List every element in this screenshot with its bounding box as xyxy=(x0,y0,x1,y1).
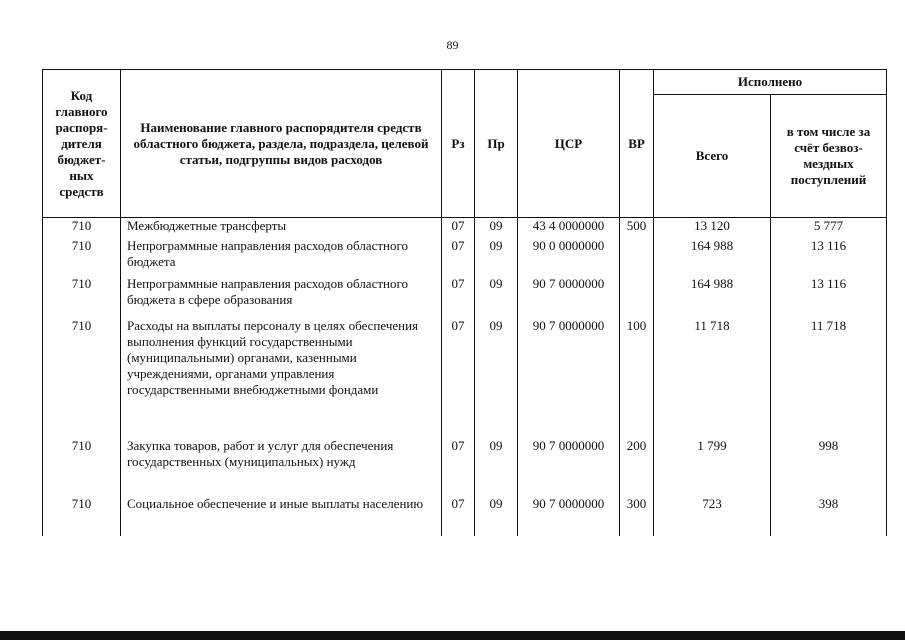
cell-rz: 07 xyxy=(442,218,475,238)
cell-rz: 07 xyxy=(442,318,475,438)
cell-vr xyxy=(620,238,654,276)
cell-free: 398 xyxy=(771,496,887,536)
cell-pr: 09 xyxy=(475,218,518,238)
header-csr: ЦСР xyxy=(518,70,620,218)
table-row xyxy=(43,438,887,496)
cell-name: Закупка товаров, работ и услуг для обеспечения государственных (муниципальных) нужд xyxy=(121,438,442,496)
cell-code: 710 xyxy=(43,438,121,496)
cell-total: 164 988 xyxy=(654,238,771,276)
cell-rz: 07 xyxy=(442,276,475,318)
header-pr: Пр xyxy=(475,70,518,218)
cell-name: Непрограммные направления расходов областного бюджета в сфере образования xyxy=(121,276,442,318)
cell-rz: 07 xyxy=(442,438,475,496)
cell-code: 710 xyxy=(43,496,121,536)
cell-vr: 200 xyxy=(620,438,654,496)
table-row xyxy=(43,218,887,238)
page-number: 89 xyxy=(446,38,459,52)
header-total: Всего xyxy=(654,95,771,218)
cell-code: 710 xyxy=(43,218,121,238)
cell-name: Социальное обеспечение и иные выплаты населению xyxy=(121,496,442,536)
cell-name: Расходы на выплаты персоналу в целях обеспечения выполнения функций государственными (муниципальными) органами, казенными учреждениями, органами управления государственными внебюджетными фондами xyxy=(121,318,442,438)
cell-free: 13 116 xyxy=(771,238,887,276)
table-row xyxy=(43,238,887,276)
cell-name: Непрограммные направления расходов областного бюджета xyxy=(121,238,442,276)
cell-pr: 09 xyxy=(475,276,518,318)
budget-table xyxy=(42,69,887,536)
cell-rz: 07 xyxy=(442,496,475,536)
table-row xyxy=(43,318,887,438)
cell-name: Межбюджетные трансферты xyxy=(121,218,442,238)
cell-total: 11 718 xyxy=(654,318,771,438)
cell-pr: 09 xyxy=(475,438,518,496)
table-row xyxy=(43,496,887,536)
cell-csr: 90 7 0000000 xyxy=(518,438,620,496)
cell-total: 1 799 xyxy=(654,438,771,496)
cell-vr: 500 xyxy=(620,218,654,238)
cell-csr: 43 4 0000000 xyxy=(518,218,620,238)
cell-csr: 90 7 0000000 xyxy=(518,496,620,536)
cell-csr: 90 0 0000000 xyxy=(518,238,620,276)
cell-pr: 09 xyxy=(475,238,518,276)
header-name: Наименование главного распорядителя средств областного бюджета, раздела, подраздела, целевой статьи, подгруппы видов расходов xyxy=(121,70,442,218)
cell-free: 13 116 xyxy=(771,276,887,318)
cell-free: 5 777 xyxy=(771,218,887,238)
cell-pr: 09 xyxy=(475,496,518,536)
cell-total: 164 988 xyxy=(654,276,771,318)
cell-free: 998 xyxy=(771,438,887,496)
cell-pr: 09 xyxy=(475,318,518,438)
table-row xyxy=(43,276,887,318)
cell-total: 723 xyxy=(654,496,771,536)
cell-csr: 90 7 0000000 xyxy=(518,276,620,318)
cell-code: 710 xyxy=(43,276,121,318)
cell-code: 710 xyxy=(43,318,121,438)
cell-total: 13 120 xyxy=(654,218,771,238)
cell-code: 710 xyxy=(43,238,121,276)
cell-vr: 100 xyxy=(620,318,654,438)
header-rz: Рз xyxy=(442,70,475,218)
cell-vr: 300 xyxy=(620,496,654,536)
header-executed: Исполнено xyxy=(654,70,887,95)
header-free: в том числе за счёт безвоз-мездных поступлений xyxy=(771,95,887,218)
cell-rz: 07 xyxy=(442,238,475,276)
cell-free: 11 718 xyxy=(771,318,887,438)
cell-csr: 90 7 0000000 xyxy=(518,318,620,438)
scan-bottom-border xyxy=(0,631,905,640)
header-code: Код главного распоря-дителя бюджет-ных средств xyxy=(43,70,121,218)
cell-vr xyxy=(620,276,654,318)
header-vr: ВР xyxy=(620,70,654,218)
